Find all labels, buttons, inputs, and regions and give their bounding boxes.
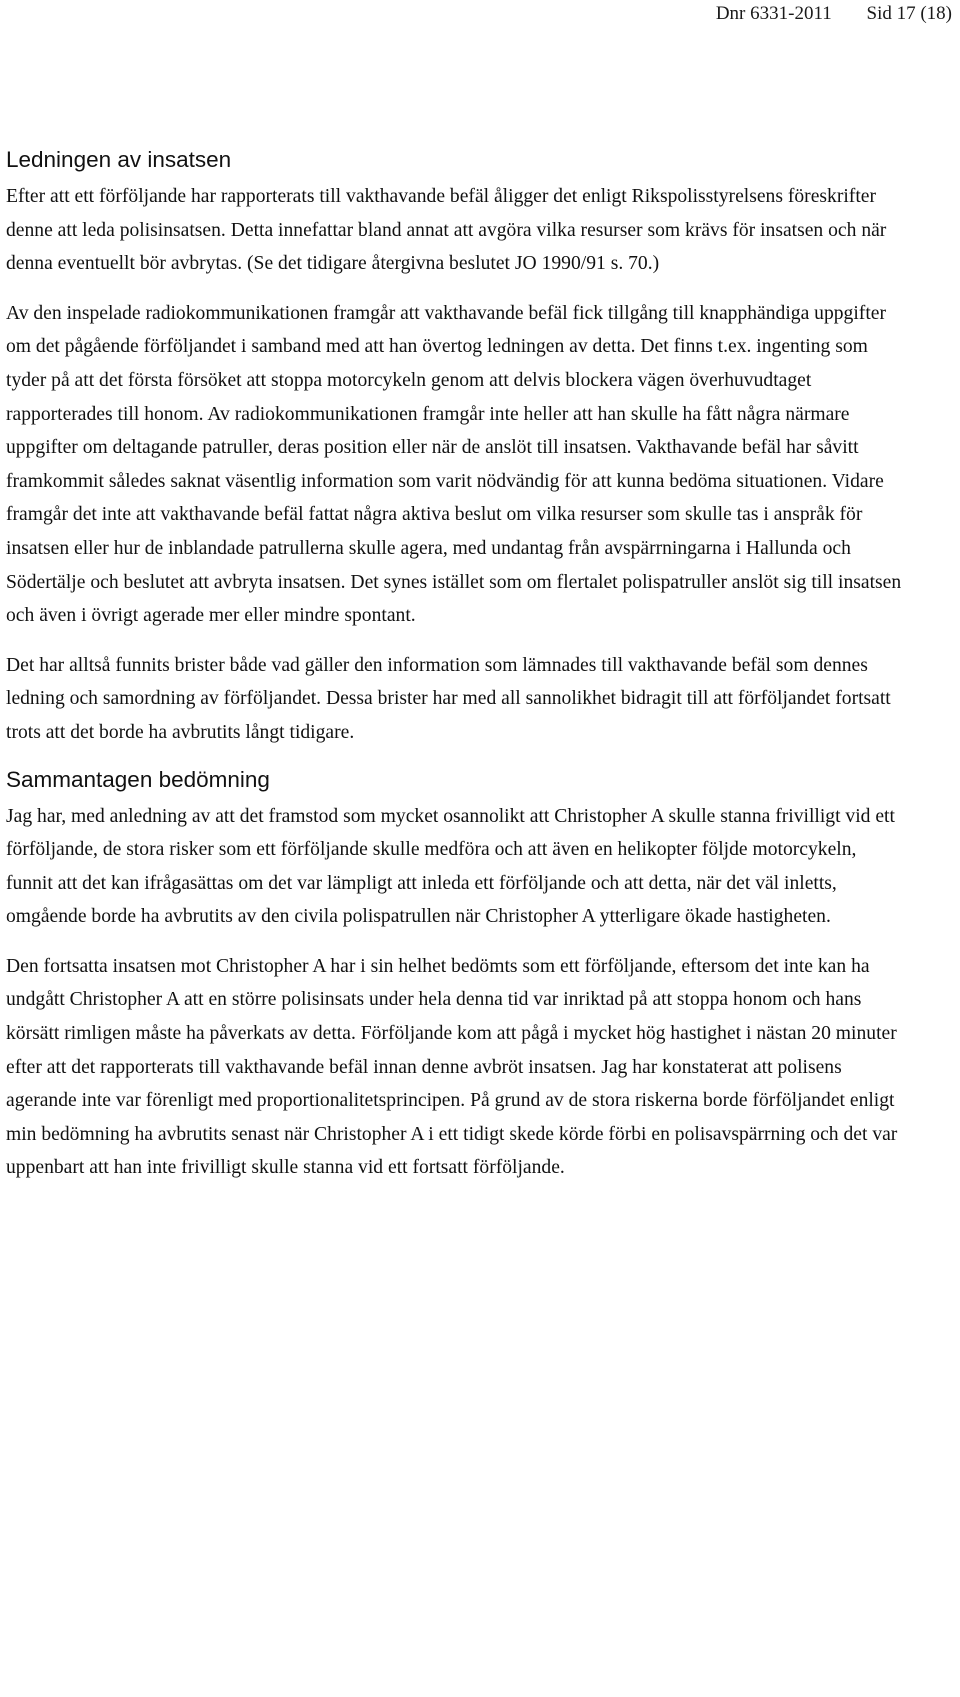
paragraph: Jag har, med anledning av att det framstod som mycket osannolikt att Christopher A skulle stanna frivilligt vid ett förföljande, de stora risker som ett förföljande skulle medföra och att även en helikopter följde motorcykeln, funnit att det kan ifrågasättas om det var lämpligt att inleda ett förföljande och att detta, när det väl inletts, omgående borde ha avbrutits av den civila polispatrullen när Christopher A ytterligare ökade hastigheten. [6, 805, 895, 928]
section-heading-ledningen: Ledningen av insatsen [6, 147, 232, 172]
document-body [6, 146, 906, 1201]
paragraph: Efter att ett förföljande har rapporterats till vakthavande befäl åligger det enligt Rikspolisstyrelsens föreskrifter denne att leda polisinsatsen. Detta innefattar bland annat att avgöra vilka resurser som krävs för insatsen och när denna eventuellt bör avbrytas. (Se det tidigare återgivna beslutet JO 1990/91 s. 70.) [6, 186, 887, 275]
section-heading-sammantagen: Sammantagen bedömning [6, 766, 270, 792]
paragraph: Den fortsatta insatsen mot Christopher A har i sin helhet bedömts som ett förföljande, eftersom det inte kan ha undgått Christopher A att en större polisinsats under hela denna tid var inriktad på att stoppa honom och hans körsätt rimligen måste ha påverkats av detta. Förföljande kom att pågå i mycket hög hastighet i nästan 20 minuter efter att det rapporterats till vakthavande befäl innan denne avbröt insatsen. Jag har konstaterat att polisens agerande inte var förenligt med proportionalitetsprincipen. På grund av de stora riskerna borde förföljandet enligt min bedömning ha avbrutits senast när Christopher A i ett tidigt skede körde förbi en polisavspärrning och det var uppenbart att han inte frivilligt skulle stanna vid ett fortsatt förföljande. [6, 955, 898, 1179]
paragraph: Av den inspelade radiokommunikationen framgår att vakthavande befäl fick tillgång till knapphändiga uppgifter om det pågående förföljandet i samband med att han övertog ledningen av detta. Det finns t.ex. ingenting som tyder på att det första försöket att stoppa motorcykeln genom att delvis blockera vägen överhuvudtaget rapporterades till honom. Av radiokommunikationen framgår inte heller att han skulle ha fått några närmare uppgifter om deltagande patruller, deras position eller när de anslöt till insatsen. Vakthavande befäl har såvitt framkommit således saknat väsentlig information som varit nödvändig för att kunna bedöma situationen. Vidare framgår det inte att vakthavande befäl fattat några aktiva beslut om vilka resurser som skulle tas i anspråk för insatsen eller hur de inblandade patrullerna skulle agera, med undantag från avspärrningarna i Hallunda och Södertälje och beslutet att avbryta insatsen. Det synes istället som om flertalet polispatruller anslöt sig till insatsen och även i övrigt agerade mer eller mindre spontant. [6, 302, 902, 627]
paragraph: Det har alltså funnits brister både vad gäller den information som lämnades till vakthavande befäl som dennes ledning och samordning av förföljandet. Dessa brister har med all sannolikhet bidragit till att förföljandet fortsatt trots att det borde ha avbrutits långt tidigare. [6, 654, 891, 743]
case-number: Dnr 6331-2011 [715, 3, 832, 24]
page-number: Sid 17 (18) [866, 3, 952, 24]
page-header [716, 2, 952, 26]
